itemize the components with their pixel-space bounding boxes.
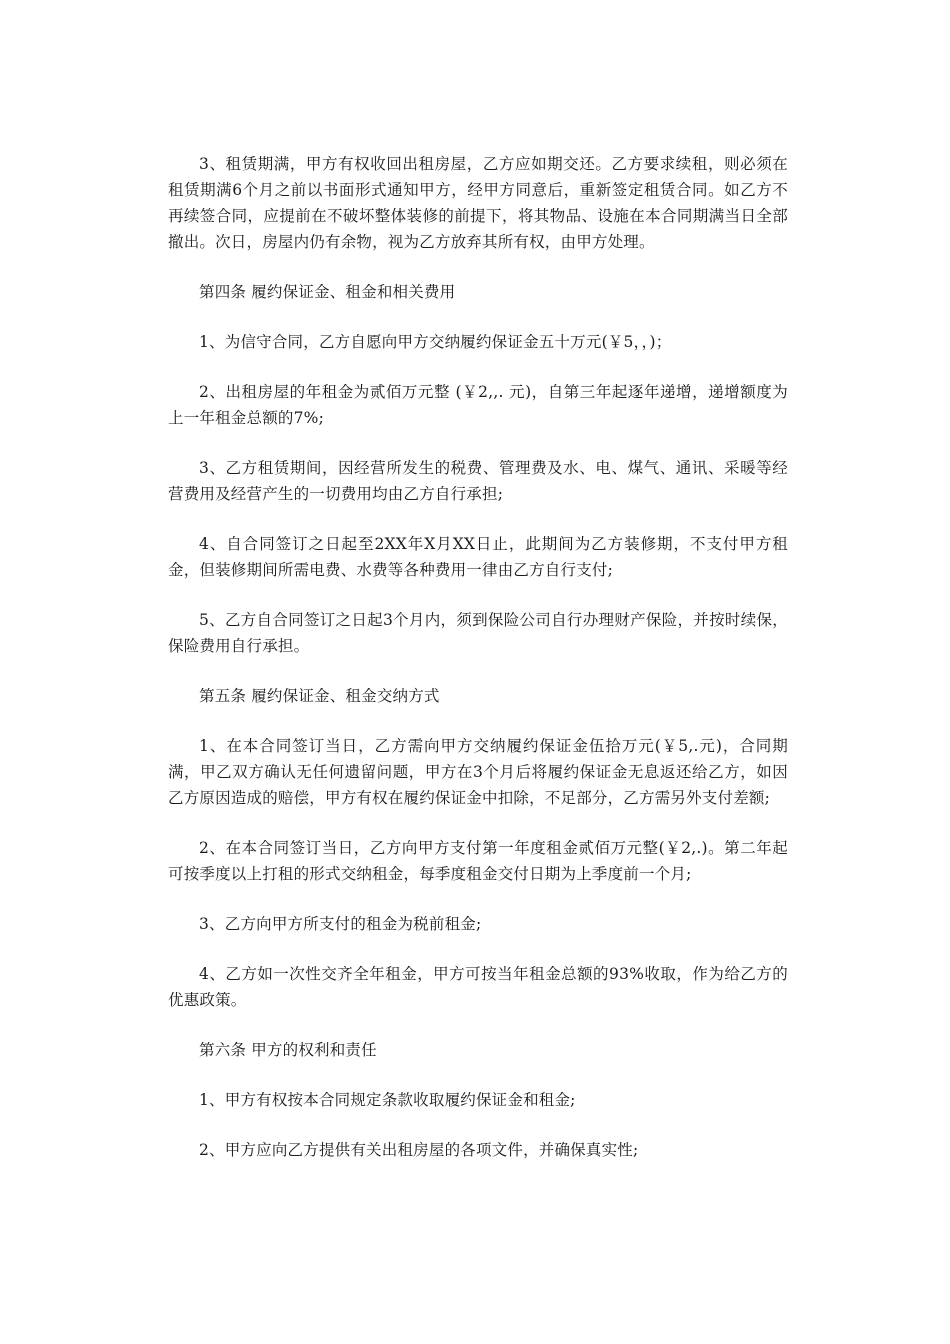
- clause-4-3-operating-costs: 3、乙方租赁期间，因经营所发生的税费、管理费及水、电、煤气、通讯、采暖等经营费用及经营产生的一切费用均由乙方自行承担;: [168, 459, 788, 503]
- clause-4-1-deposit: 1、为信守合同，乙方自愿向甲方交纳履约保证金五十万元(￥5，，)；: [199, 333, 672, 351]
- clause-4-4-renovation-period: 4、自合同签订之日起至2XX年X月XX日止，此期间为乙方装修期，不支付甲方租金，但装修期间所需电费、水费等各种费用一律由乙方自行支付;: [168, 535, 788, 579]
- clause-4-5-insurance: 5、乙方自合同签订之日起3个月内，须到保险公司自行办理财产保险，并按时续保，保险费用自行承担。: [168, 611, 788, 655]
- clause-5-3-pre-tax-rent: 3、乙方向甲方所支付的租金为税前租金;: [199, 915, 482, 933]
- clause-5-2-first-year-rent: 2、在本合同签订当日，乙方向甲方支付第一年度租金贰佰万元整(￥2,.)。第二年起可按季度以上打租的形式交纳租金，每季度租金交付日期为上季度前一个月;: [168, 839, 788, 883]
- clause-4-2-annual-rent: 2、出租房屋的年租金为贰佰万元整 (￥2,,. 元)，自第三年起逐年递增，递增额度为上一年租金总额的7%;: [168, 383, 788, 427]
- clause-3-3-lease-expiry: 3、租赁期满，甲方有权收回出租房屋，乙方应如期交还。乙方要求续租，则必须在租赁期满6个月之前以书面形式通知甲方，经甲方同意后，重新签定租赁合同。如乙方不再续签合同，应提前在不破坏整体装修的前提下，将其物品、设施在本合同期满当日全部撤出。次日，房屋内仍有余物，视为乙方放弃其所有权，由甲方处理。: [168, 155, 788, 251]
- article-4-heading: 第四条 履约保证金、租金和相关费用: [199, 283, 456, 301]
- article-6-heading: 第六条 甲方的权利和责任: [199, 1041, 377, 1059]
- clause-6-1-collect-payments: 1、甲方有权按本合同规定条款收取履约保证金和租金;: [199, 1091, 576, 1109]
- clause-5-4-discount: 4、乙方如一次性交齐全年租金，甲方可按当年租金总额的93%收取，作为给乙方的优惠政策。: [168, 965, 788, 1009]
- clause-6-2-provide-documents: 2、甲方应向乙方提供有关出租房屋的各项文件，并确保真实性;: [199, 1141, 639, 1159]
- clause-5-1-deposit-payment: 1、在本合同签订当日，乙方需向甲方交纳履约保证金伍拾万元(￥5,.元)，合同期满，甲乙双方确认无任何遗留问题，甲方在3个月后将履约保证金无息返还给乙方，如因乙方原因造成的赔偿，甲方有权在履约保证金中扣除，不足部分，乙方需另外支付差额;: [168, 737, 788, 807]
- article-5-heading: 第五条 履约保证金、租金交纳方式: [199, 687, 440, 705]
- document-body: [168, 151, 788, 1187]
